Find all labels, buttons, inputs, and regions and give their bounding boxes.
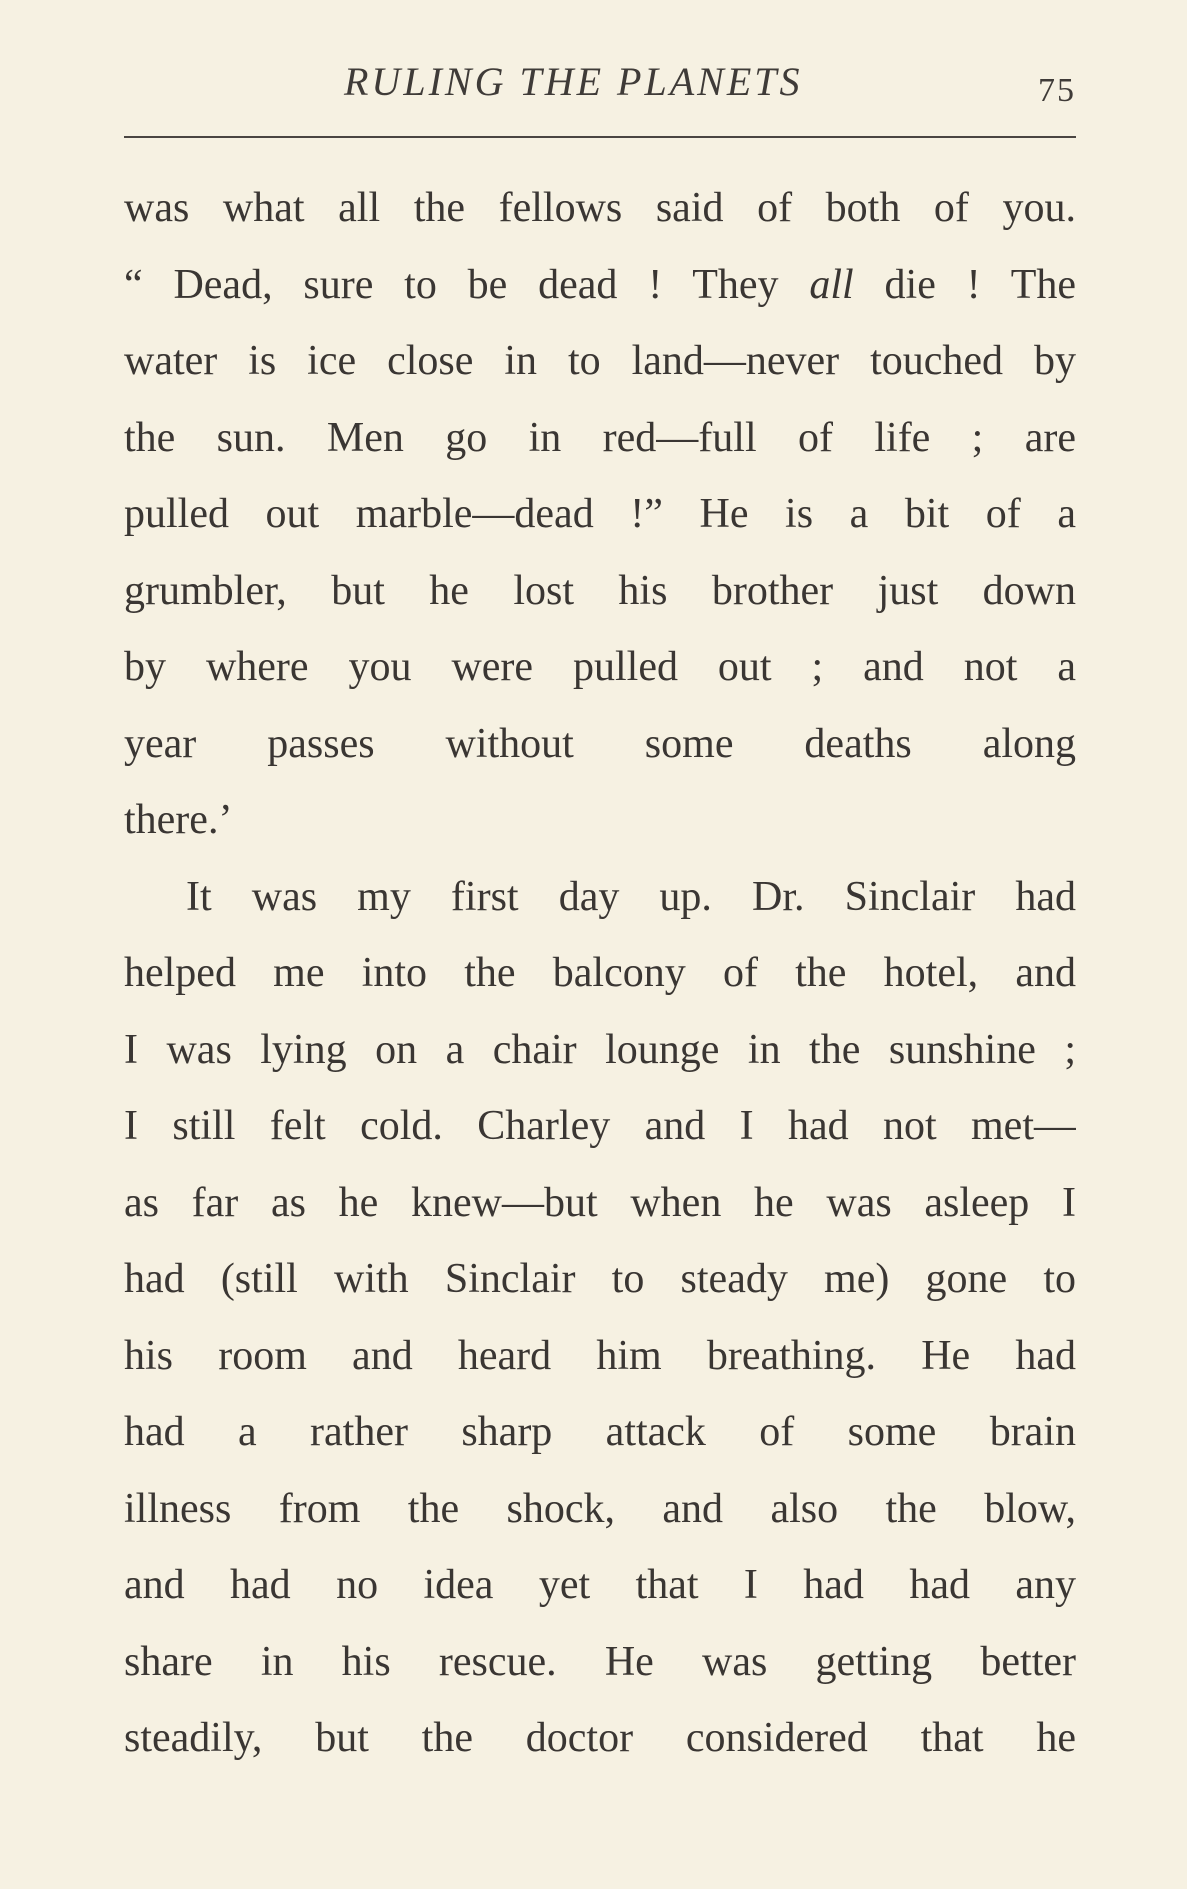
text-line: pulled out marble—dead !” He is a bit of a [124, 491, 1076, 537]
running-title: RULING THE PLANETS [344, 59, 803, 104]
text-line: grumbler, but he lost his brother just down [124, 567, 1076, 614]
text-line: helped me into the balcony of the hotel, and [124, 950, 1076, 996]
text-line: had a rather sharp attack of some brain [124, 1409, 1076, 1455]
text-line: I was lying on a chair lounge in the sunshine ; [124, 1026, 1076, 1073]
text-line: the sun. Men go in red—full of life ; are [124, 414, 1076, 461]
text-line: illness from the shock, and also the blow, [124, 1485, 1076, 1532]
text-line: year passes without some deaths along [124, 720, 1076, 767]
text-line: had (still with Sinclair to steady me) gone to [124, 1256, 1076, 1302]
paragraph-start-line: It was my first day up. Dr. Sinclair had [186, 873, 1076, 920]
page-header [124, 58, 1076, 108]
body-text [124, 170, 1076, 1777]
text-line: and had no idea yet that I had had any [124, 1562, 1076, 1608]
text-line: his room and heard him breathing. He had [124, 1332, 1076, 1379]
text-line: by where you were pulled out ; and not a [124, 644, 1076, 690]
page-number: 75 [1038, 72, 1076, 109]
text-line [124, 247, 1076, 324]
text-line-end: die ! The [884, 261, 1076, 308]
emphasis: all [809, 261, 854, 308]
text-line: as far as he knew—but when he was asleep I [124, 1179, 1076, 1226]
text-line: there.’ [124, 797, 233, 843]
text-line: steadily, but the doctor considered that he [124, 1715, 1076, 1761]
text-line-start: “ Dead, sure to be dead ! They [124, 261, 779, 308]
text-line: I still felt cold. Charley and I had not met— [124, 1103, 1076, 1149]
text-line: share in his rescue. He was getting better [124, 1638, 1076, 1685]
text-line: water is ice close in to land—never touched by [124, 338, 1076, 384]
header-rule [124, 136, 1076, 138]
text-line: was what all the fellows said of both of you. [124, 185, 1076, 231]
